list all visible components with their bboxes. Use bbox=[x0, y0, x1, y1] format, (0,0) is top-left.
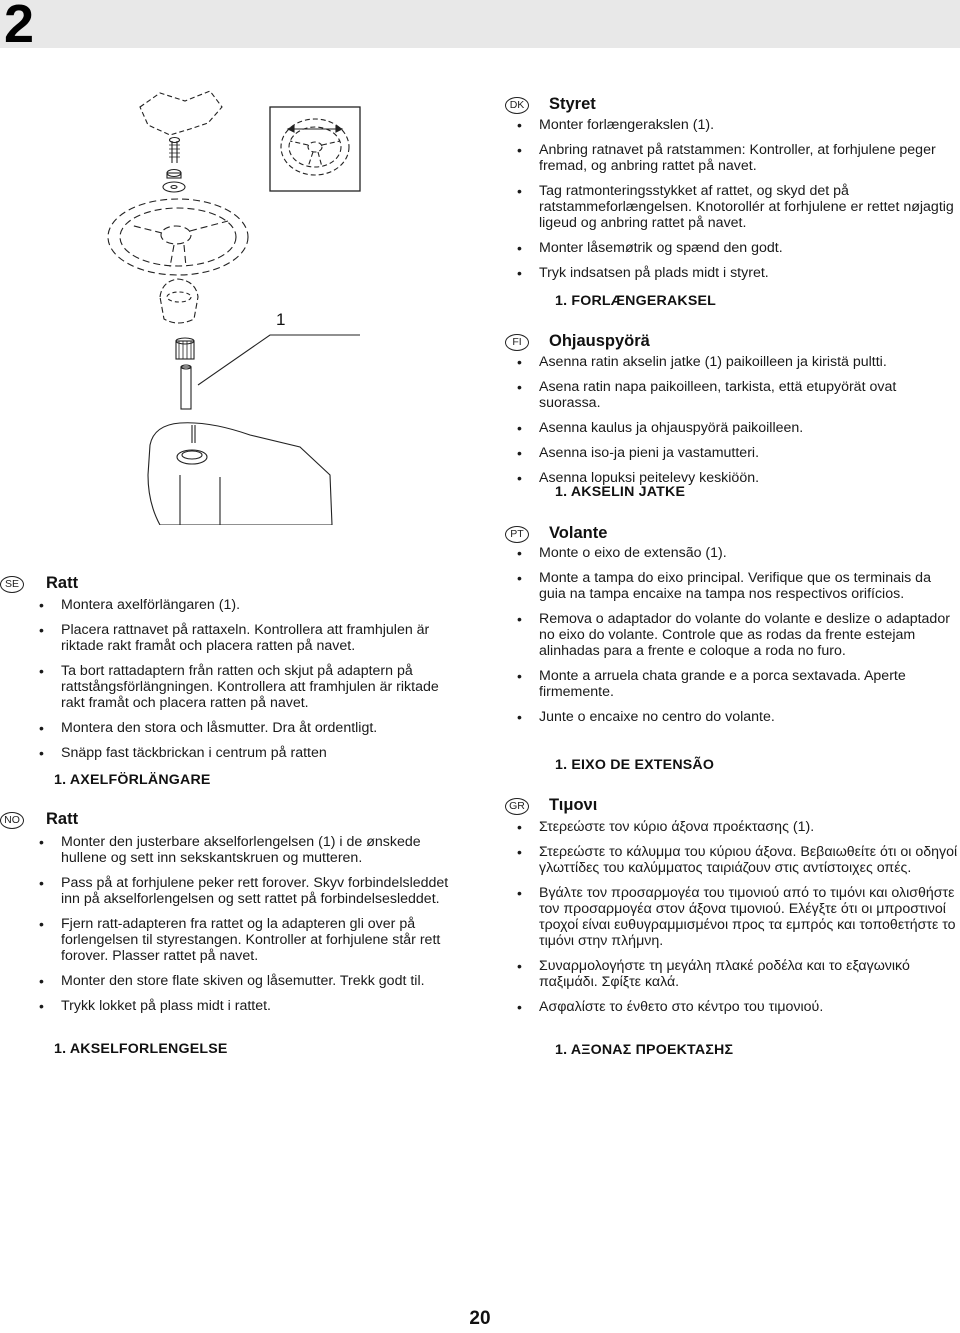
section-pt-list bbox=[505, 545, 960, 734]
lang-badge-gr: GR bbox=[505, 798, 529, 815]
list-item: • Asenna lopuksi peitelevy keskiöön. bbox=[505, 470, 960, 486]
section-no-list bbox=[27, 834, 460, 1023]
list-item: • Ta bort rattadaptern från ratten och skjut på adaptern på rattstångsförlängningen. Kontrollera att framhjulen är riktade rakt framåt och placera ratten på navet. bbox=[27, 663, 460, 711]
section-dk-note: 1. FORLÆNGERAKSEL bbox=[555, 293, 717, 309]
section-fi-note: 1. AKSELIN JATKE bbox=[555, 484, 686, 500]
list-item: • Placera rattnavet på rattaxeln. Kontrollera att framhjulen är riktade rakt framåt och placera ratten på navet. bbox=[27, 622, 460, 654]
chapter-header-bar bbox=[0, 0, 960, 48]
list-item: • Montera axelförlängaren (1). bbox=[27, 597, 460, 613]
list-item: • Asenna ratin akselin jatke (1) paikoilleen ja kiristä pultti. bbox=[505, 354, 960, 370]
list-item: • Remova o adaptador do volante do volante e deslize o adaptador no eixo do volante. Controle que as rodas da frente estejam alinhadas para a frente e coloque a roda no furo. bbox=[505, 611, 960, 659]
section-gr-list bbox=[505, 819, 960, 1024]
list-item: • Junte o encaixe no centro do volante. bbox=[505, 709, 960, 725]
lang-badge-dk: DK bbox=[505, 97, 529, 114]
page-number: 20 bbox=[469, 1308, 491, 1329]
list-item: • Στερεώστε το κάλυμμα του κύριου άξονα. Βεβαιωθείτε ότι οι οδηγοί γλωττίδες του καλύμματος ταιριάζουν στις αντίστοιχες οπές. bbox=[505, 844, 960, 876]
list-item: • Tryk indsatsen på plads midt i styret. bbox=[505, 265, 960, 281]
section-dk-list bbox=[505, 117, 960, 290]
list-item: • Monte o eixo de extensão (1). bbox=[505, 545, 960, 561]
list-item: • Monte a arruela chata grande e a porca sextavada. Aperte firmemente. bbox=[505, 668, 960, 700]
list-item: • Monte a tampa do eixo principal. Verifique que os terminais da guia na tampa encaixe na tampa nos respectivos orifícios. bbox=[505, 570, 960, 602]
section-fi-title: Ohjauspyörä bbox=[549, 332, 650, 350]
list-item: • Monter forlængerakslen (1). bbox=[505, 117, 960, 133]
section-dk-title: Styret bbox=[549, 95, 596, 113]
list-item: • Στερεώστε τον κύριο άξονα προέκτασης (1). bbox=[505, 819, 960, 835]
section-pt-note: 1. EIXO DE EXTENSÃO bbox=[555, 757, 715, 773]
list-item: • Asenna iso-ja pieni ja vastamutteri. bbox=[505, 445, 960, 461]
steering-assembly-figure bbox=[100, 85, 500, 525]
section-pt-title: Volante bbox=[549, 524, 608, 542]
list-item: • Asenna kaulus ja ohjauspyörä paikoilleen. bbox=[505, 420, 960, 436]
section-fi-list bbox=[505, 354, 960, 495]
list-item: • Trykk lokket på plass midt i rattet. bbox=[27, 998, 460, 1014]
list-item: • Asena ratin napa paikoilleen, tarkista, että etupyörät ovat suorassa. bbox=[505, 379, 960, 411]
list-item: • Monter den store flate skiven og låsemutter. Trekk godt til. bbox=[27, 973, 460, 989]
list-item: • Anbring ratnavet på ratstammen: Kontroller, at forhjulene peger fremad, og anbring rattet på navet. bbox=[505, 142, 960, 174]
section-no-note: 1. AKSELFORLENGELSE bbox=[54, 1041, 228, 1057]
section-gr-title: Τιμονι bbox=[549, 796, 598, 814]
steering-assembly-drawing bbox=[100, 85, 500, 525]
lang-badge-pt: PT bbox=[505, 526, 529, 543]
list-item: • Pass på at forhjulene peker rett forover. Skyv forbindelsleddet inn på akselforlengelsen og sett rattet på forbindelsesleddet. bbox=[27, 875, 460, 907]
lang-badge-no: NO bbox=[0, 812, 24, 829]
section-no-title: Ratt bbox=[46, 810, 79, 828]
section-se-list bbox=[27, 597, 460, 770]
section-se-note: 1. AXELFÖRLÄNGARE bbox=[54, 772, 211, 788]
section-gr-note: 1. ΑΞΟΝΑΣ ΠΡΟΕΚΤΑΣΗΣ bbox=[555, 1042, 734, 1058]
list-item: • Monter låsemøtrik og spænd den godt. bbox=[505, 240, 960, 256]
figure-callout-number: 1 bbox=[276, 310, 286, 329]
section-se-title: Ratt bbox=[46, 574, 79, 592]
list-item: • Ασφαλίστε το ένθετο στο κέντρο του τιμονιού. bbox=[505, 999, 960, 1015]
list-item: • Fjern ratt-adapteren fra rattet og la adapteren gli over på forlengelsen til styrestangen. Kontroller at forhjulene står rett forover. Plasser rattet på navet. bbox=[27, 916, 460, 964]
list-item: • Συναρμολογήστε τη μεγάλη πλακέ ροδέλα και το εξαγωνικό παξιμάδι. Σφίξτε καλά. bbox=[505, 958, 960, 990]
list-item: • Snäpp fast täckbrickan i centrum på ratten bbox=[27, 745, 460, 761]
list-item: • Tag ratmonteringsstykket af rattet, og skyd det på ratstammeforlængelsen. Knotorollér at forhjulene er rettet nøjagtig ligeud og anbring rattet på navet. bbox=[505, 183, 960, 231]
list-item: • Monter den justerbare akselforlengelsen (1) i de ønskede hullene og sett inn sekskantskruen og mutteren. bbox=[27, 834, 460, 866]
lang-badge-fi: FI bbox=[505, 334, 529, 351]
list-item: • Montera den stora och låsmutter. Dra åt ordentligt. bbox=[27, 720, 460, 736]
list-item: • Βγάλτε τον προσαρμογέα του τιμονιού από το τιμόνι και ολισθήστε τον προσαρμογέα στον άξονα τιμονιού. Ελέγξτε ότι οι μπροστινοί τροχοί είναι ευθυγραμμισμένοι προς τα εμπρός και τοποθετήστε το τιμόνι στην πλήμνη. bbox=[505, 885, 960, 949]
lang-badge-se: SE bbox=[0, 576, 24, 593]
chapter-number: 2 bbox=[4, 0, 35, 54]
